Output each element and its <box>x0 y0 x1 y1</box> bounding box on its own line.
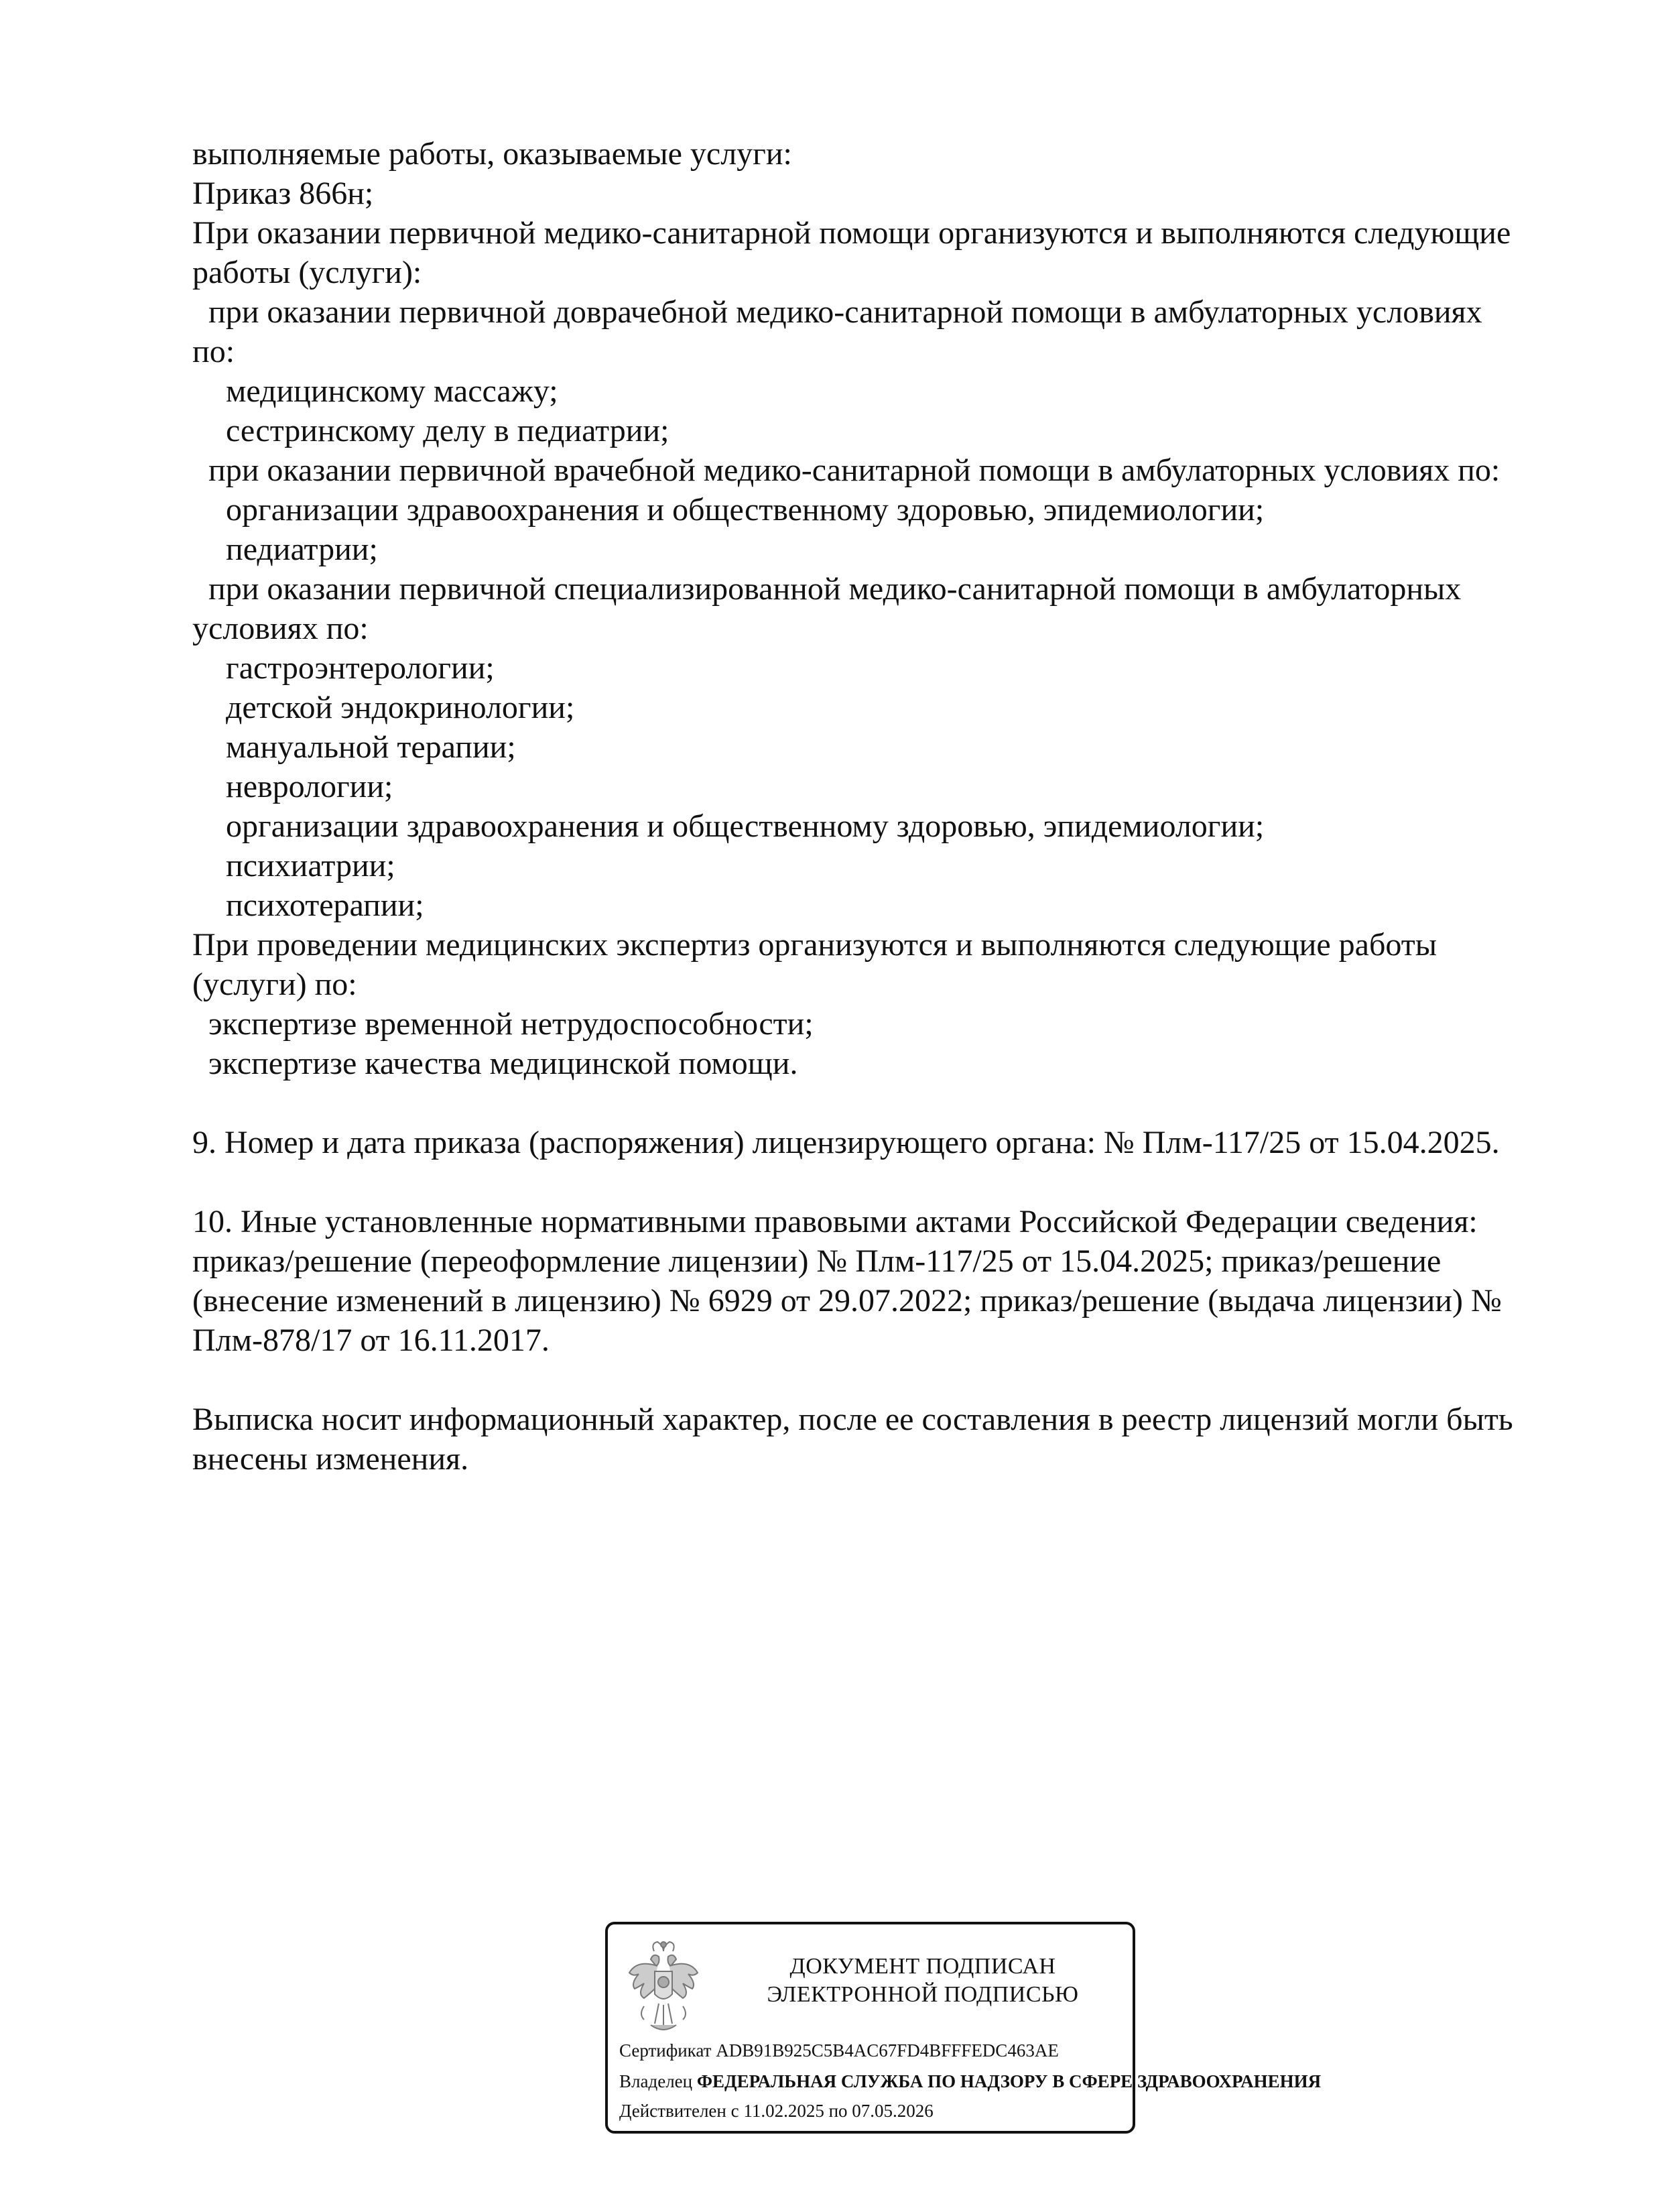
text-line: экспертизе временной нетрудоспособности; <box>208 1006 814 1042</box>
text-line: При оказании первичной медико-санитарной помощи организуются и выполняются следующие <box>192 215 1511 251</box>
text-line: педиатрии; <box>226 532 378 567</box>
text-line: детской эндокринологии; <box>226 690 575 725</box>
text-line: психиатрии; <box>226 848 395 883</box>
owner-label: Владелец <box>619 2071 693 2091</box>
stamp-title-line1: ДОКУМЕНТ ПОДПИСАН <box>789 1954 1056 1979</box>
text-line: экспертизе качества медицинской помощи. <box>208 1046 798 1081</box>
certificate-label: Сертификат <box>619 2040 712 2061</box>
text-line: неврологии; <box>226 769 393 804</box>
text-line: организации здравоохранения и общественному здоровью, эпидемиологии; <box>226 492 1265 528</box>
text-line: внесены изменения. <box>192 1441 469 1477</box>
text-line: При проведении медицинских экспертиз организуются и выполняются следующие работы <box>192 927 1437 963</box>
text-line: выполняемые работы, оказываемые услуги: <box>192 136 792 172</box>
blank-line <box>192 1360 1546 1400</box>
text-line: приказ/решение (переоформление лицензии) № Плм-117/25 от 15.04.2025; приказ/решение <box>192 1243 1442 1279</box>
text-line: организации здравоохранения и общественному здоровью, эпидемиологии; <box>226 808 1265 844</box>
text-line: медицинскому массажу; <box>226 373 558 409</box>
text-line: 10. Иные установленные нормативными правовыми актами Российской Федерации сведения: <box>192 1204 1478 1239</box>
text-line: Приказ 866н; <box>192 176 374 211</box>
text-line: при оказании первичной врачебной медико-санитарной помощи в амбулаторных условиях по: <box>208 452 1500 488</box>
certificate-value: ADB91B925C5B4AC67FD4BFFFEDC463AE <box>716 2040 1059 2061</box>
text-line: работы (услуги): <box>192 255 422 290</box>
text-line: при оказании первичной доврачебной медико-санитарной помощи в амбулаторных условиях <box>208 294 1482 330</box>
owner-line <box>619 2071 1321 2092</box>
document-body <box>192 134 1546 1479</box>
certificate-line <box>619 2040 1059 2061</box>
stamp-title <box>725 1953 1121 2009</box>
blank-line <box>192 1162 1546 1202</box>
text-line: (услуги) по: <box>192 967 357 1002</box>
blank-line <box>192 1083 1546 1123</box>
text-line: психотерапии; <box>226 887 424 923</box>
electronic-signature-stamp <box>605 1922 1322 2134</box>
text-line: по: <box>192 334 235 369</box>
stamp-title-line2: ЭЛЕКТРОННОЙ ПОДПИСЬЮ <box>767 1982 1079 2007</box>
text-line: Плм-878/17 от 16.11.2017. <box>192 1323 550 1358</box>
text-line: 9. Номер и дата приказа (распоряжения) лицензирующего органа: № Плм-117/25 от 15.04.2025. <box>192 1125 1500 1160</box>
validity-line: Действителен с 11.02.2025 по 07.05.2026 <box>619 2101 934 2121</box>
text-line: мануальной терапии; <box>226 729 516 765</box>
text-line: Выписка носит информационный характер, после ее составления в реестр лицензий могли быть <box>192 1402 1513 1437</box>
text-line: при оказании первичной специализированной медико-санитарной помощи в амбулаторных <box>208 571 1462 607</box>
russian-coat-of-arms-icon <box>624 1939 703 2040</box>
owner-value: ФЕДЕРАЛЬНАЯ СЛУЖБА ПО НАДЗОРУ В СФЕРЕ ЗДРАВООХРАНЕНИЯ <box>696 2071 1322 2091</box>
text-line: условиях по: <box>192 611 369 646</box>
text-line: гастроэнтерологии; <box>226 650 495 686</box>
text-line: сестринскому делу в педиатрии; <box>226 413 669 448</box>
text-line: (внесение изменений в лицензию) № 6929 от 29.07.2022; приказ/решение (выдача лицензии) № <box>192 1283 1502 1318</box>
